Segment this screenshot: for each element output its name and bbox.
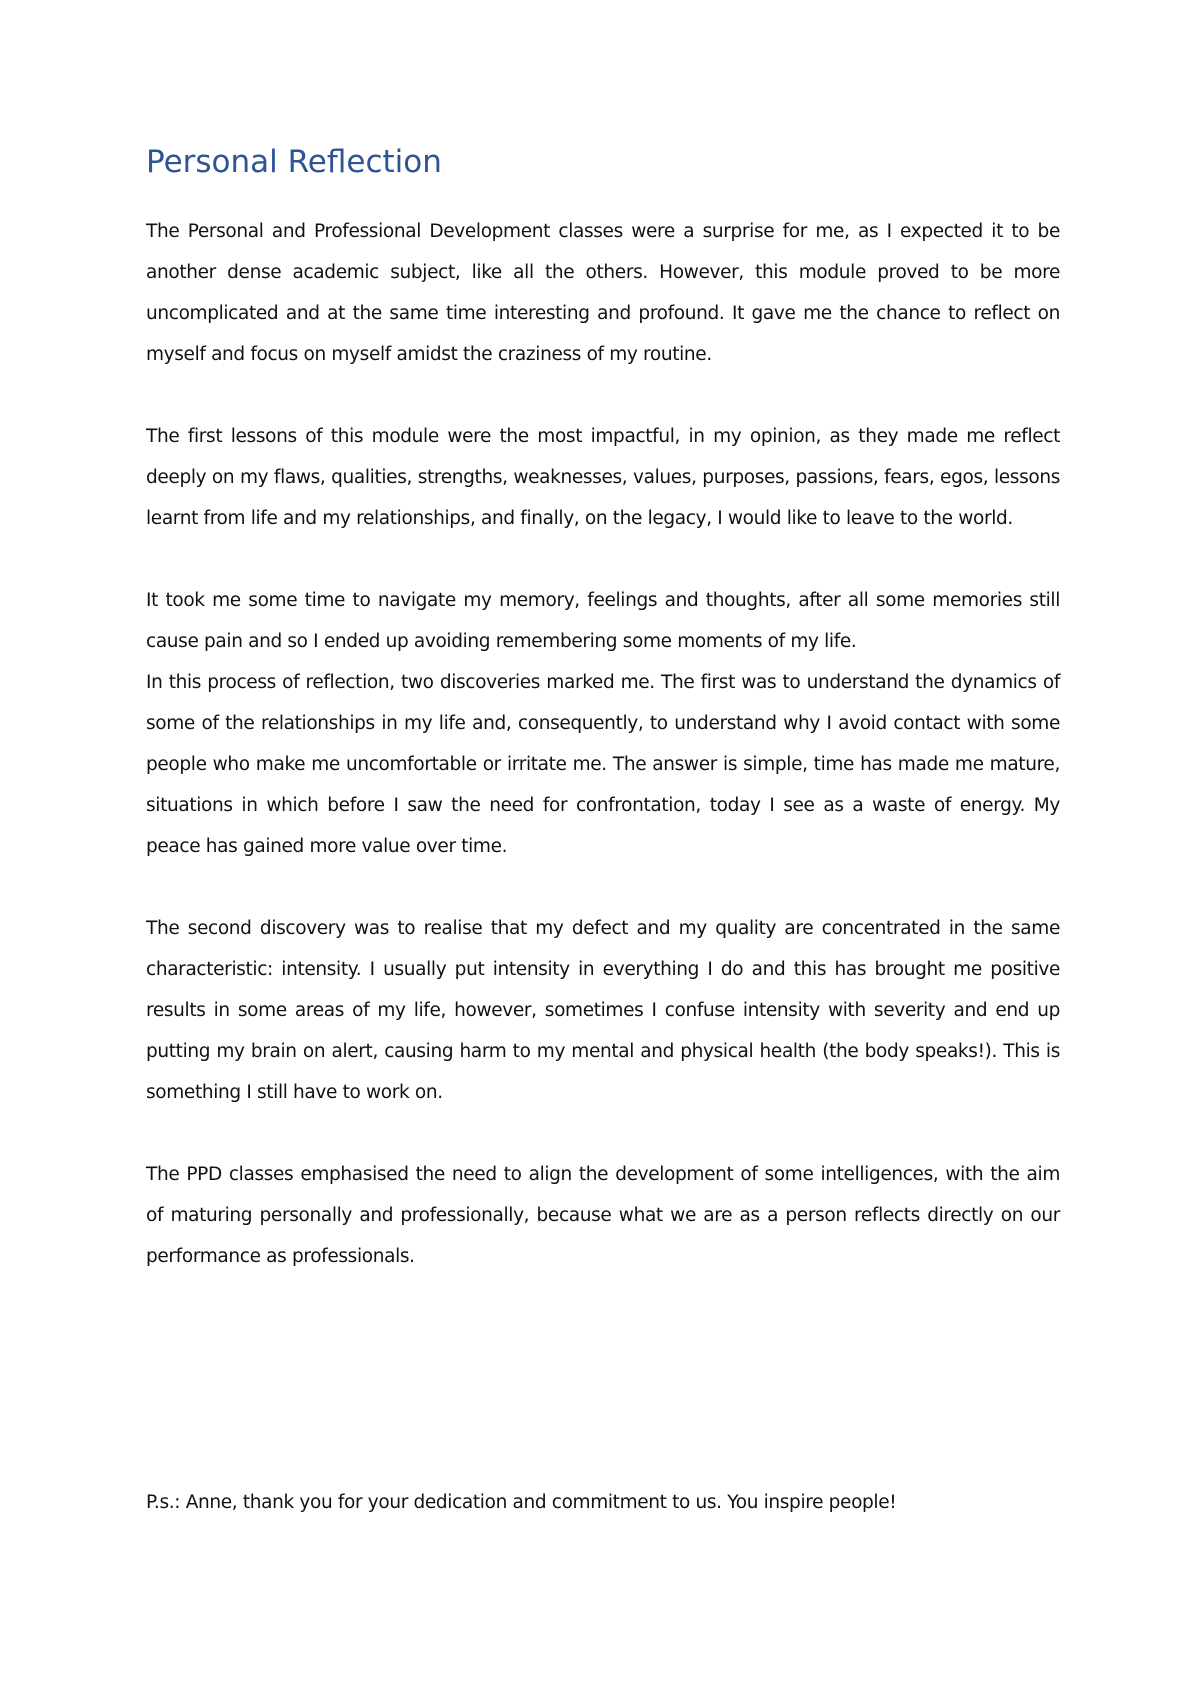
paragraph-spacer bbox=[146, 1113, 1060, 1154]
document-content bbox=[146, 140, 1060, 1523]
paragraph-first-discovery: In this process of reflection, two discoveries marked me. The first was to understand the dynamics of some of the relationships in my life and, consequently, to understand why I avoid contact with some people who make me uncomfortable or irritate me. The answer is simple, time has made me mature, situations in which before I saw the need for confrontation, today I see as a waste of energy. My peace has gained more value over time. bbox=[146, 672, 1060, 857]
postscript: P.s.: Anne, thank you for your dedication and commitment to us. You inspire people! bbox=[146, 1492, 897, 1513]
paragraph-spacer bbox=[146, 867, 1060, 908]
paragraph-second-discovery: The second discovery was to realise that my defect and my quality are concentrated in the same characteristic: intensity. I usually put intensity in everything I do and this has brought me positive results in some areas of my life, however, sometimes I confuse intensity with severity and end up putting my brain on alert, causing harm to my mental and physical health (the body speaks!). This is something I still have to work on. bbox=[146, 918, 1060, 1103]
postscript-spacer bbox=[146, 1277, 1060, 1482]
paragraph-spacer bbox=[146, 375, 1060, 416]
paragraph-intro: The Personal and Professional Development classes were a surprise for me, as I expected it to be another dense academic subject, like all the others. However, this module proved to be more uncomplicated and at the same time interesting and profound. It gave me the chance to reflect on myself and focus on myself amidst the craziness of my routine. bbox=[146, 221, 1060, 365]
paragraph-spacer bbox=[146, 539, 1060, 580]
page-title: Personal Reflection bbox=[146, 144, 442, 180]
paragraph-memory: It took me some time to navigate my memory, feelings and thoughts, after all some memories still cause pain and so I ended up avoiding remembering some moments of my life. bbox=[146, 590, 1060, 652]
paragraph-first-lessons: The first lessons of this module were the most impactful, in my opinion, as they made me reflect deeply on my flaws, qualities, strengths, weaknesses, values, purposes, passions, fears, egos, lessons learnt from life and my relationships, and finally, on the legacy, I would like to leave to the world. bbox=[146, 426, 1060, 529]
paragraph-ppd-classes: The PPD classes emphasised the need to align the development of some intelligences, with the aim of maturing personally and professionally, because what we are as a person reflects directly on our performance as professionals. bbox=[146, 1164, 1060, 1267]
